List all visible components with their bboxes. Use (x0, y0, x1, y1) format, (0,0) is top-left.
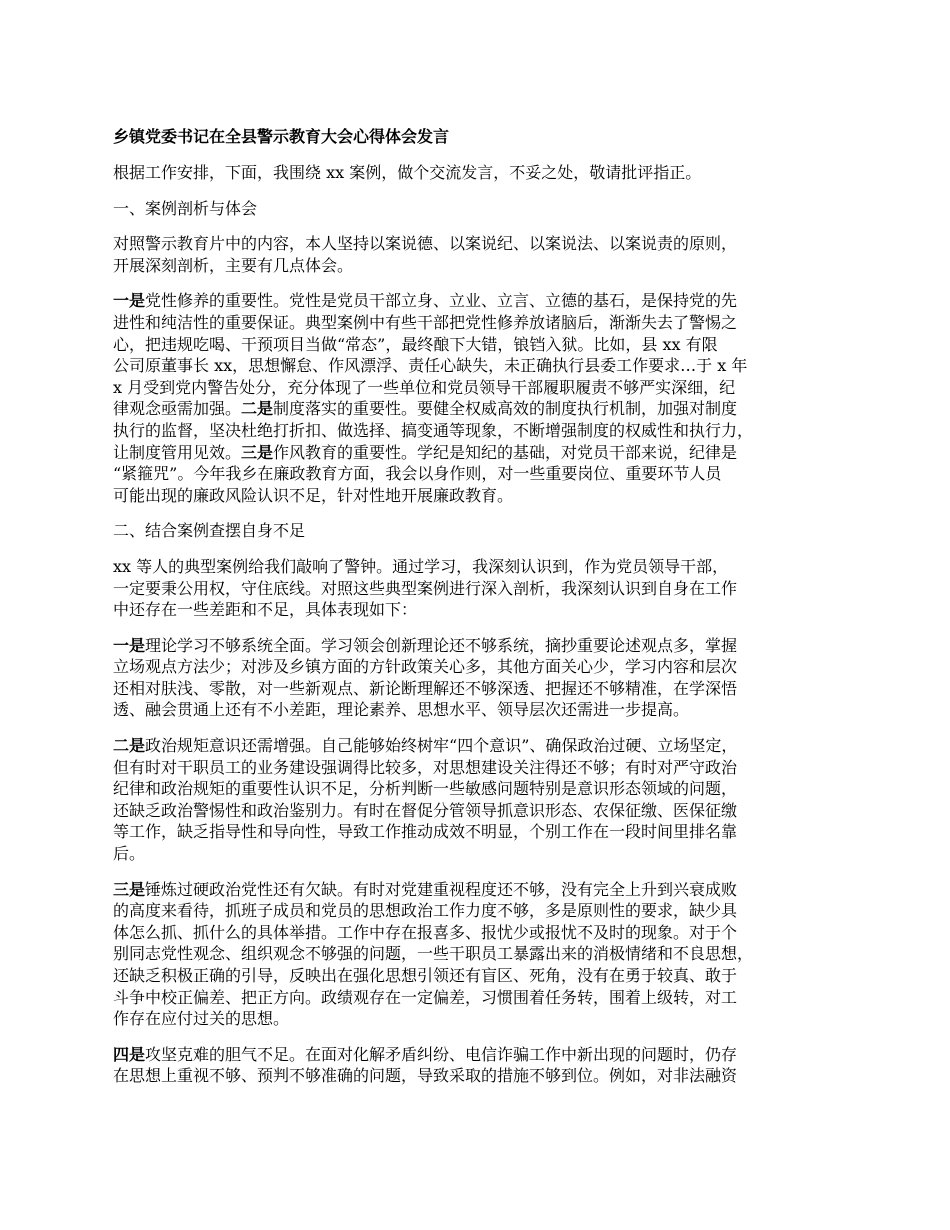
text-line (113, 578, 853, 600)
paragraph (113, 198, 853, 220)
text-run: 透、融会贯通上还有不小差距，理论素养、思想水平、领导层次还需进一步提高。 (113, 700, 690, 720)
paragraph (113, 162, 853, 184)
text-run: 作风教育的重要性。学纪是知纪的基础，对党员干部来说，纪律是 (273, 442, 738, 462)
text-line (113, 420, 853, 442)
text-run: 还缺乏政治警惕性和政治鉴别力。有时在督促分管领导抓意识形态、农保征缴、医保征缴 (113, 800, 738, 820)
document-page (113, 126, 853, 1101)
bold-lead-text: 二是 (241, 399, 274, 419)
text-run: 的高度来看待，抓班子成员和党员的思想政治工作力度不够，多是原则性的要求，缺少具 (113, 901, 738, 921)
text-run: 开展深刻剖析，主要有几点体会。 (113, 255, 354, 275)
text-run: 对照警示教育片中的内容，本人坚持以案说德、以案说纪、以案说法、以案说责的原则， (113, 234, 738, 254)
text-line (113, 334, 853, 356)
text-run: 进性和纯洁性的重要保证。典型案例中有些干部把党性修养放诸脑后，渐渐失去了警惕之 (113, 312, 738, 332)
text-run: 执行的监督，坚决杜绝打折扣、做选择、搞变通等现象，不断增强制度的权威性和执行力， (113, 420, 754, 440)
text-line (113, 879, 853, 901)
text-run: 政治规矩意识还需增强。自己能够始终树牢“四个意识”、确保政治过硬、立场坚定， (145, 736, 738, 756)
text-run: 制度落实的重要性。要健全权威高效的制度执行机制，加强对制度 (273, 399, 738, 419)
document-title: 乡镇党委书记在全县警示教育大会心得体会发言 (113, 127, 450, 146)
text-line (113, 355, 853, 377)
bold-lead-text: 三是 (241, 442, 274, 462)
text-run: 公司原董事长 xx，思想懈怠、作风漂浮、责任心缺失，未正确执行县委工作要求…于 x 年 (113, 356, 748, 376)
paragraph (113, 735, 853, 865)
text-line (113, 463, 853, 485)
text-run: 体怎么抓、抓什么的具体举措。工作中存在报喜多、报忧少或报忧不及时的现象。对于个 (113, 922, 738, 942)
text-line (113, 255, 853, 277)
text-line (113, 900, 853, 922)
text-run: 一定要秉公用权，守住底线。对照这些典型案例进行深入剖析，我深刻认识到自身在工作 (113, 578, 738, 598)
text-run: 二、结合案例查摆自身不足 (113, 521, 306, 541)
paragraph (113, 290, 853, 506)
text-run: 让制度管用见效。 (113, 442, 242, 462)
text-line (113, 556, 853, 578)
text-line (113, 442, 853, 464)
text-run: 作存在应付过关的思想。 (113, 1009, 290, 1029)
bold-lead-text: 二是 (113, 736, 146, 756)
text-line (113, 162, 853, 184)
text-run: 还相对肤浅、零散，对一些新观点、新论断理解还不够深透、把握还不够精准，在学深悟 (113, 678, 738, 698)
text-run: x 月受到党内警告处分，充分体现了一些单位和党员领导干部履职履责不够严实深细，纪 (113, 377, 736, 397)
paragraph (113, 1044, 853, 1087)
text-run: 还缺乏积极正确的引导，反映出在强化思想引领还有盲区、死角，没有在勇于较真、敢于 (113, 966, 738, 985)
text-run: 锤炼过硬政治党性还有欠缺。有时对党建重视程度还不够，没有完全上升到兴衰成败 (145, 879, 738, 899)
text-run: 律观念亟需加强。 (113, 399, 242, 419)
text-run: 可能出现的廉政风险认识不足，针对性地开展廉政教育。 (113, 485, 514, 505)
text-line (113, 290, 853, 312)
text-line (113, 398, 853, 420)
bold-lead-text: 一是 (113, 635, 146, 655)
text-run: 一、案例剖析与体会 (113, 198, 258, 218)
text-line (113, 635, 853, 657)
text-line (113, 1044, 853, 1066)
text-line (113, 312, 853, 334)
text-run: 中还存在一些差距和不足，具体表现如下： (113, 600, 418, 620)
bold-lead-text: 一是 (113, 291, 146, 311)
text-run: 根据工作安排，下面，我围绕 xx 案例，做个交流发言，不妥之处，敬请批评指正。 (113, 163, 702, 182)
text-line (113, 1065, 853, 1087)
text-line (113, 699, 853, 721)
text-line (113, 1008, 853, 1030)
text-line (113, 520, 853, 542)
text-line (113, 821, 853, 843)
text-run: 纪律和政治规矩的重要性认识不足，分析判断一些敏感问题特别是意识形态领域的问题， (113, 779, 738, 799)
text-line (113, 965, 853, 987)
text-line (113, 485, 853, 507)
text-run: 别同志党性观念、组织观念不够强的问题，一些干职员工暴露出来的消极情绪和不良思想， (113, 944, 754, 964)
text-line (113, 800, 853, 822)
text-run: 等工作，缺乏指导性和导向性，导致工作推动成效不明显，个别工作在一段时间里排名靠 (113, 822, 738, 842)
bold-lead-text: 三是 (113, 879, 146, 899)
paragraph (113, 520, 853, 542)
text-run: 立场观点方法少；对涉及乡镇方面的方针政策关心多，其他方面关心少，学习内容和层次 (113, 657, 738, 677)
text-run: 斗争中校正偏差、把正方向。政绩观存在一定偏差，习惯围着任务转，围着上级转，对工 (113, 987, 738, 1007)
text-run: 但有时对干职员工的业务建设强调得比较多，对思想建设关注得还不够；有时对严守政治 (113, 757, 738, 777)
text-line (113, 943, 853, 965)
text-run: xx 等人的典型案例给我们敲响了警钟。通过学习，我深刻认识到，作为党员领导干部， (113, 556, 729, 576)
text-line (113, 233, 853, 255)
text-line (113, 843, 853, 865)
text-run: 后。 (113, 844, 146, 864)
paragraph (113, 635, 853, 721)
text-line (113, 678, 853, 700)
document-body (113, 162, 853, 1087)
text-line (113, 922, 853, 944)
text-line (113, 377, 853, 399)
text-line (113, 656, 853, 678)
text-line (113, 198, 853, 220)
text-run: 攻坚克难的胆气不足。在面对化解矛盾纠纷、电信诈骗工作中新出现的问题时，仍存 (145, 1044, 738, 1064)
text-run: 心，把违规吃喝、干预项目当做“常态”，最终酿下大错，锒铛入狱。比如，县 xx 有限 (113, 334, 718, 354)
text-run: 理论学习不够系统全面。学习领会创新理论还不够系统，摘抄重要论述观点多，掌握 (145, 635, 738, 655)
text-run: 在思想上重视不够、预判不够准确的问题，导致采取的措施不够到位。例如，对非法融资 (113, 1066, 738, 1086)
text-line (113, 757, 853, 779)
paragraph (113, 233, 853, 276)
paragraph (113, 556, 853, 621)
text-run: “紧箍咒”。今年我乡在廉政教育方面，我会以身作则，对一些重要岗位、重要环节人员 (113, 464, 722, 484)
text-line (113, 599, 853, 621)
text-line (113, 987, 853, 1009)
text-run: 党性修养的重要性。党性是党员干部立身、立业、立言、立德的基石，是保持党的先 (145, 291, 738, 311)
bold-lead-text: 四是 (113, 1044, 146, 1064)
text-line (113, 735, 853, 757)
text-line (113, 778, 853, 800)
paragraph (113, 879, 853, 1030)
